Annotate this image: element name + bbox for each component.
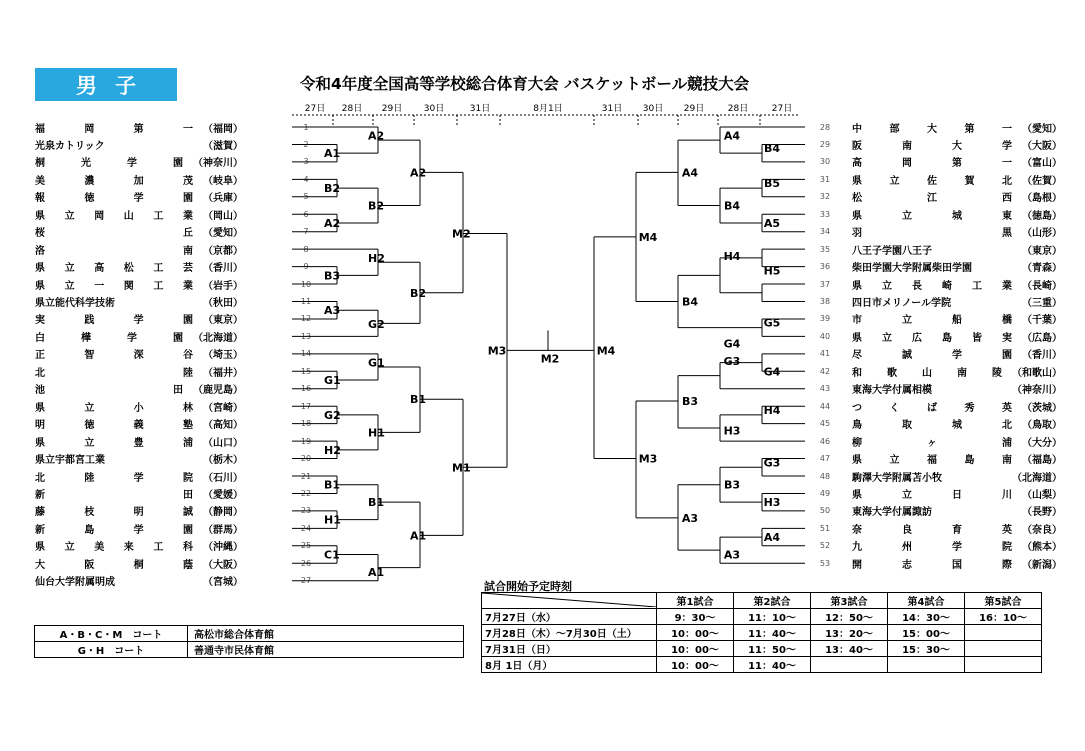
court-label: B2 xyxy=(368,199,385,213)
team-number: 11 xyxy=(300,297,312,306)
venue-courts: A・B・C・M コート xyxy=(35,626,188,642)
court-label: B4 xyxy=(763,142,781,156)
school-name: 鳥 取 城 北 xyxy=(852,420,1012,432)
team-number: 39 xyxy=(819,314,831,324)
prefecture: （京都） xyxy=(203,245,243,257)
school-name: 開 志 国 際 xyxy=(852,559,1012,571)
school-name: 県立宇都宮工業 xyxy=(35,455,105,467)
prefecture: （青森） xyxy=(1022,263,1062,275)
schedule-row xyxy=(482,657,1042,673)
schedule-time: 13：40～ xyxy=(811,641,888,657)
team-number: 10 xyxy=(300,279,312,289)
prefecture: （徳島） xyxy=(1022,210,1062,222)
court-label: M2 xyxy=(452,227,471,241)
team-number: 38 xyxy=(819,297,831,306)
school-name: 県 立 高 松 工 芸 xyxy=(35,263,193,275)
court-label: A2 xyxy=(324,216,341,230)
prefecture: （島根） xyxy=(1022,193,1062,205)
date-label: 28日 xyxy=(727,104,749,114)
school-name: 県 立 広 島 皆 実 xyxy=(852,332,1012,344)
schedule-time: 15：00～ xyxy=(888,625,965,641)
court-label-final: M2 xyxy=(540,352,560,366)
school-name: 新 島 学 園 xyxy=(35,524,193,536)
team-number: 14 xyxy=(300,349,312,359)
prefecture: （福島） xyxy=(1022,455,1062,467)
prefecture: （北海道） xyxy=(1012,472,1062,484)
prefecture: （愛知） xyxy=(203,228,243,240)
prefecture: （佐賀） xyxy=(1022,175,1062,187)
court-label: A5 xyxy=(763,216,781,230)
school-name: 東海大学付属相模 xyxy=(852,385,932,397)
team-number: 17 xyxy=(300,401,312,411)
prefecture: （香川） xyxy=(203,263,243,275)
team-number: 23 xyxy=(300,506,312,516)
school-name: 県 立 城 東 xyxy=(852,210,1012,222)
prefecture: （長野） xyxy=(1022,507,1062,519)
court-label: G4 xyxy=(763,365,781,379)
court-label: G1 xyxy=(324,374,341,388)
court-label: G1 xyxy=(368,356,385,370)
prefecture: （石川） xyxy=(203,472,243,484)
prefecture: （茨城） xyxy=(1022,402,1062,414)
school-name: 光泉カトリック xyxy=(35,140,105,152)
court-label: G2 xyxy=(368,318,385,332)
court-label: G3 xyxy=(763,456,781,470)
prefecture: （沖縄） xyxy=(203,542,243,554)
school-name: 八王子学園八王子 xyxy=(852,245,932,257)
prefecture: （愛知） xyxy=(1022,123,1062,135)
schedule-table xyxy=(481,592,1042,673)
court-label: M3 xyxy=(638,452,658,466)
team-number: 40 xyxy=(819,331,831,341)
court-label: C1 xyxy=(324,548,340,562)
schedule-time: 16：10～ xyxy=(965,609,1042,625)
school-name: 実 践 学 園 xyxy=(35,315,193,327)
school-name: 県 立 長 崎 工 業 xyxy=(852,280,1012,292)
team-number: 18 xyxy=(300,419,312,429)
team-number: 21 xyxy=(300,471,312,481)
school-name: 県 立 岡 山 工 業 xyxy=(35,210,193,222)
date-label: 30日 xyxy=(642,104,664,114)
team-number: 8 xyxy=(303,244,309,254)
prefecture: （奈良） xyxy=(1022,524,1062,536)
court-label: A4 xyxy=(723,129,741,143)
court-label: B3 xyxy=(681,394,699,408)
date-label: 29日 xyxy=(683,104,705,114)
court-label: H4 xyxy=(723,250,741,264)
venue-name: 高松市総合体育館 xyxy=(188,626,464,642)
school-name: 東海大学付属諏訪 xyxy=(852,507,932,519)
school-name: 報 徳 学 園 xyxy=(35,193,193,205)
team-number: 20 xyxy=(300,454,312,464)
school-name: 県 立 小 林 xyxy=(35,402,193,414)
team-number: 1 xyxy=(303,122,309,132)
prefecture: （山梨） xyxy=(1022,489,1062,501)
school-name: 県 立 福 島 南 xyxy=(852,455,1012,467)
court-label: A3 xyxy=(723,548,741,562)
team-number: 46 xyxy=(819,436,831,446)
prefecture: （福岡） xyxy=(203,123,243,135)
court-label: A2 xyxy=(410,166,427,180)
team-number: 13 xyxy=(300,331,312,341)
team-number: 35 xyxy=(819,244,831,254)
court-label: B1 xyxy=(410,393,427,407)
prefecture: （山形） xyxy=(1022,228,1062,240)
court-label: H1 xyxy=(368,426,385,440)
schedule-row xyxy=(482,625,1042,641)
date-label: 30日 xyxy=(423,104,445,114)
schedule-title: 試合開始予定時刻 xyxy=(484,580,572,593)
schedule-time: 10：00～ xyxy=(657,657,734,673)
court-label: B2 xyxy=(410,286,427,300)
team-number: 22 xyxy=(300,488,312,498)
court-label: A4 xyxy=(763,531,781,545)
court-label: B2 xyxy=(324,182,341,196)
team-number: 25 xyxy=(300,541,312,551)
court-label: H4 xyxy=(763,403,781,417)
school-name: 県 立 一 関 工 業 xyxy=(35,280,193,292)
team-number: 7 xyxy=(303,227,309,237)
schedule-time xyxy=(965,641,1042,657)
prefecture: （大分） xyxy=(1022,437,1062,449)
court-label: M1 xyxy=(452,461,471,475)
page-title: 令和4年度全国高等学校総合体育大会 バスケットボール競技大会 xyxy=(300,75,750,93)
team-number: 26 xyxy=(300,558,312,568)
schedule-header-row xyxy=(482,593,1042,609)
prefecture: （埼玉） xyxy=(203,350,243,362)
prefecture: （福井） xyxy=(203,367,243,379)
schedule-header: 第4試合 xyxy=(888,593,965,609)
school-name: 明 徳 義 塾 xyxy=(35,420,193,432)
team-number: 19 xyxy=(300,436,312,446)
school-name: 奈 良 育 英 xyxy=(852,524,1012,536)
team-number: 24 xyxy=(300,523,312,533)
school-name: 尽 誠 学 園 xyxy=(852,350,1012,362)
prefecture: （岩手） xyxy=(203,280,243,292)
prefecture: （静岡） xyxy=(203,507,243,519)
schedule-header: 第2試合 xyxy=(734,593,811,609)
school-name: 洛 南 xyxy=(35,245,193,257)
team-number: 30 xyxy=(819,157,831,167)
prefecture: （千葉） xyxy=(1022,315,1062,327)
court-label: M4 xyxy=(638,230,658,244)
team-number: 6 xyxy=(303,209,309,219)
team-number: 2 xyxy=(303,139,309,149)
schedule-row xyxy=(482,609,1042,625)
team-number: 43 xyxy=(819,384,831,394)
prefecture: （北海道） xyxy=(193,332,243,344)
team-number: 37 xyxy=(819,279,831,289)
date-label: 29日 xyxy=(381,104,403,114)
school-name: 仙台大学附属明成 xyxy=(35,577,115,589)
prefecture: （神奈川） xyxy=(1012,385,1062,397)
prefecture: （山口） xyxy=(203,437,243,449)
school-name: 県 立 美 来 工 科 xyxy=(35,542,193,554)
court-label: M3 xyxy=(487,344,507,358)
school-name: 池 田 xyxy=(35,385,183,397)
court-label: H2 xyxy=(324,443,341,457)
team-number: 53 xyxy=(819,558,831,568)
court-label: G4 xyxy=(723,337,741,351)
schedule-date: 8月 1日（月） xyxy=(482,657,657,673)
prefecture: （熊本） xyxy=(1022,542,1062,554)
school-name: 駒澤大学附属苫小牧 xyxy=(852,472,942,484)
gender-badge: 男子 xyxy=(35,68,177,101)
school-name: 九 州 学 院 xyxy=(852,542,1012,554)
date-label-final: 8月1日 xyxy=(533,104,563,114)
team-number: 44 xyxy=(819,401,831,411)
prefecture: （和歌山） xyxy=(1012,367,1062,379)
school-name: 中 部 大 第 一 xyxy=(852,123,1012,135)
schedule-corner-cell xyxy=(482,593,657,609)
school-name: 正 智 深 谷 xyxy=(35,350,193,362)
court-label: B3 xyxy=(723,478,741,492)
prefecture: （大阪） xyxy=(1022,140,1062,152)
prefecture: （栃木） xyxy=(203,455,243,467)
schedule-time: 9：30～ xyxy=(657,609,734,625)
schedule-time xyxy=(811,657,888,673)
schedule-date: 7月28日（木）～7月30日（土） xyxy=(482,625,657,641)
date-label: 27日 xyxy=(771,104,793,114)
team-number: 16 xyxy=(300,384,312,394)
team-number: 48 xyxy=(819,471,831,481)
schedule-time: 11：50～ xyxy=(734,641,811,657)
prefecture: （鹿児島） xyxy=(193,385,243,397)
court-label: H3 xyxy=(763,496,781,510)
team-number: 31 xyxy=(819,174,831,184)
school-name: 大 阪 桐 蔭 xyxy=(35,559,193,571)
court-label: M4 xyxy=(596,344,616,358)
school-name: 市 立 船 橋 xyxy=(852,315,1012,327)
team-number: 41 xyxy=(819,349,831,359)
prefecture: （秋田） xyxy=(203,298,243,309)
court-label: A1 xyxy=(368,565,385,579)
team-number: 51 xyxy=(819,523,831,533)
team-number: 15 xyxy=(300,366,312,376)
school-name: 北 陸 学 院 xyxy=(35,472,193,484)
team-number: 3 xyxy=(303,157,309,167)
court-label: A3 xyxy=(324,304,341,318)
schedule-header: 第1試合 xyxy=(657,593,734,609)
school-name: 四日市メリノール学院 xyxy=(852,298,952,309)
school-name: 県 立 佐 賀 北 xyxy=(852,175,1012,187)
court-label: H2 xyxy=(368,251,385,265)
team-number: 28 xyxy=(819,122,831,132)
team-number: 49 xyxy=(819,488,831,498)
team-number: 45 xyxy=(819,419,831,429)
court-label: A2 xyxy=(368,129,385,143)
team-number: 47 xyxy=(819,454,831,464)
venue-table xyxy=(34,625,464,658)
school-name: 柴田学園大学附属柴田学園 xyxy=(852,263,972,275)
school-name: 県 立 豊 浦 xyxy=(35,437,193,449)
prefecture: （広島） xyxy=(1022,332,1062,344)
school-name: 松 江 西 xyxy=(852,193,1012,205)
prefecture: （新潟） xyxy=(1022,559,1062,571)
prefecture: （宮城） xyxy=(203,577,243,589)
team-number: 5 xyxy=(303,192,309,202)
schedule-time: 14：30～ xyxy=(888,609,965,625)
schedule-header: 第5試合 xyxy=(965,593,1042,609)
prefecture: （滋賀） xyxy=(203,140,243,152)
schedule-time: 13：20～ xyxy=(811,625,888,641)
team-number: 9 xyxy=(303,262,309,272)
prefecture: （愛媛） xyxy=(203,489,243,501)
venue-name: 善通寺市民体育館 xyxy=(188,642,464,658)
prefecture: （鳥取） xyxy=(1022,420,1062,432)
schedule-date: 7月31日（日） xyxy=(482,641,657,657)
school-name: 高 岡 第 一 xyxy=(852,158,1012,170)
team-number: 29 xyxy=(819,139,831,149)
schedule-date: 7月27日（水） xyxy=(482,609,657,625)
school-name: 羽 黒 xyxy=(852,228,1012,240)
schedule-header: 第3試合 xyxy=(811,593,888,609)
court-label: B4 xyxy=(723,199,741,213)
school-name: 柳 ヶ 浦 xyxy=(852,437,1012,449)
team-number: 33 xyxy=(819,209,831,219)
court-label: G2 xyxy=(324,408,341,422)
school-name: 藤 枝 明 誠 xyxy=(35,507,193,519)
prefecture: （長崎） xyxy=(1022,280,1062,292)
court-label: G3 xyxy=(723,354,741,368)
team-number: 36 xyxy=(819,262,831,272)
court-label: H3 xyxy=(723,424,741,438)
prefecture: （高知） xyxy=(203,420,243,432)
prefecture: （岡山） xyxy=(203,210,243,222)
court-label: A4 xyxy=(681,166,699,180)
venue-courts: G・H コート xyxy=(35,642,188,658)
school-name: 福 岡 第 一 xyxy=(35,123,193,135)
prefecture: （富山） xyxy=(1022,158,1062,170)
venue-row xyxy=(35,642,464,658)
team-number: 32 xyxy=(819,192,831,202)
date-label: 27日 xyxy=(304,104,326,114)
prefecture: （東京） xyxy=(1022,245,1062,257)
schedule-time: 12：50～ xyxy=(811,609,888,625)
schedule-time: 11：40～ xyxy=(734,625,811,641)
schedule-time xyxy=(965,657,1042,673)
schedule-time xyxy=(888,657,965,673)
court-label: A3 xyxy=(681,511,699,525)
court-label: B1 xyxy=(368,496,385,510)
school-name: 美 濃 加 茂 xyxy=(35,175,193,187)
schedule-time: 11：40～ xyxy=(734,657,811,673)
prefecture: （岐阜） xyxy=(203,175,243,187)
schedule-time xyxy=(965,625,1042,641)
school-name: 北 陸 xyxy=(35,367,193,379)
team-number: 12 xyxy=(300,314,312,324)
court-label: B4 xyxy=(681,295,699,309)
court-label: H5 xyxy=(763,264,781,278)
prefecture: （宮崎） xyxy=(203,402,243,414)
schedule-time: 15：30～ xyxy=(888,641,965,657)
prefecture: （神奈川） xyxy=(193,158,243,170)
team-number: 52 xyxy=(819,541,831,551)
prefecture: （大阪） xyxy=(203,559,243,571)
date-label: 28日 xyxy=(341,104,363,114)
schedule-time: 10：00～ xyxy=(657,641,734,657)
prefecture: （東京） xyxy=(203,315,243,327)
school-name: 桐 光 学 園 xyxy=(35,158,183,170)
team-number: 4 xyxy=(303,174,309,184)
court-label: B5 xyxy=(763,177,781,191)
court-label: B3 xyxy=(324,269,341,283)
school-name: 県立能代科学技術 xyxy=(35,298,115,309)
school-name: 新 田 xyxy=(35,489,193,501)
team-number: 50 xyxy=(819,506,831,516)
team-number: 42 xyxy=(819,366,831,376)
school-name: つ く ば 秀 英 xyxy=(852,402,1012,414)
date-label: 31日 xyxy=(601,104,623,114)
prefecture: （香川） xyxy=(1022,350,1062,362)
school-name: 白 樺 学 園 xyxy=(35,332,183,344)
schedule-time: 11：10～ xyxy=(734,609,811,625)
venue-row xyxy=(35,626,464,642)
date-label: 31日 xyxy=(469,104,491,114)
school-name: 阪 南 大 学 xyxy=(852,140,1012,152)
court-label: H1 xyxy=(324,513,341,527)
schedule-row xyxy=(482,641,1042,657)
school-name: 和 歌 山 南 陵 xyxy=(852,367,1002,379)
schedule-time: 10：00～ xyxy=(657,625,734,641)
team-number: 27 xyxy=(300,576,312,586)
school-name: 桜 丘 xyxy=(35,228,193,240)
court-label: A1 xyxy=(324,147,341,161)
court-label: G5 xyxy=(763,316,781,330)
prefecture: （群馬） xyxy=(203,524,243,536)
court-label: A1 xyxy=(410,529,427,543)
team-number: 34 xyxy=(819,227,831,237)
court-label: B1 xyxy=(324,478,341,492)
prefecture: （兵庫） xyxy=(203,193,243,205)
prefecture: （三重） xyxy=(1022,298,1062,309)
school-name: 県 立 日 川 xyxy=(852,489,1012,501)
